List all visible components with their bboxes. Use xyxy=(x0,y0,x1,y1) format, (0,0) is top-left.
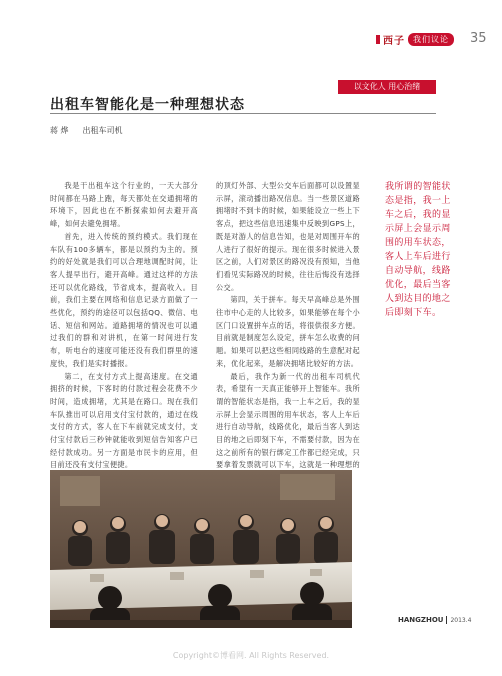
brand-name: 西子 xyxy=(383,35,405,47)
section-pill: 我们议论 xyxy=(408,33,454,46)
magazine-brand xyxy=(376,33,454,45)
author-role: 出租车司机 xyxy=(82,126,123,135)
paragraph: 第二，在支付方式上提高速度。在交通拥挤的时候，下客时的付款过程会花费不少时间，造成拥堵，尤其是在路口。现在我们车队推出可以启用支付宝付款的，通过在线支付的方式，客人在下车前就完成支付，支付宝付款后三秒钟就能收到短信告知客户已经付款成功。另一方面是市民卡的应用，但目前还没有支付宝便捷。 xyxy=(50,371,198,470)
meeting-photo-image xyxy=(50,470,352,628)
article-title: 出租车智能化是一种理想状态 xyxy=(50,97,245,113)
copyright-watermark: Copyright©博看网. All Rights Reserved. xyxy=(172,651,330,660)
author-name: 蒋 烨 xyxy=(50,126,69,135)
paragraph: 我是干出租车这个行业的，一天大部分时间都在马路上跑，每天都处在交通拥堵的环境下，因此也在不断探索如何去避开高峰，如何去避免拥堵。 xyxy=(50,181,198,229)
paragraph-last xyxy=(216,371,360,485)
page-number: 35 xyxy=(470,31,487,46)
byline xyxy=(50,125,123,136)
brand-mark-icon xyxy=(376,35,380,44)
pull-quote: 我所谓的智能状态是指，我一上车之后，我的显示屏上会显示周围的用车状态，客人上车后进行自动导航，线路优化，最后当客人到达目的地之后即刻下车。 xyxy=(385,182,451,318)
title-divider xyxy=(50,113,436,114)
column-tag: 以文化人 用心治绪 xyxy=(338,80,436,94)
paragraph: 第四，关于拼车。每天早高峰总是外围往市中心走的人比较多，如果能够在每个小区门口设置拼车点的话，将很供很多方便。目前就是制度怎么设定，拼车怎么收费的问题。如果可以把这些相同线路的生意配对起来，优化起来，是解决拥堵比较好的方法。 xyxy=(216,295,360,368)
body-column-2 xyxy=(216,180,360,485)
footer-divider xyxy=(446,616,447,624)
paragraph: 首先，进入传统的预约模式。我们现在车队有100多辆车，都是以预约为主的。预约的好处就是我们可以合理地调配时间，让客人提早出行，避开高峰。通过这样的方法还可以优化路线，节省成本，提高收入。目前，我们主要在网络和信息记录方面做了一些优化，预约的途径可以包括QQ、微信、电话、短信和网站。道路拥堵的情况也可以通过我们的群和对讲机，在第一时间进行发布，听电台的速度可能还没有我们群里的速度快，我们是实时播报。 xyxy=(50,231,198,368)
body-column-1 xyxy=(50,180,198,485)
paragraph: 的顶灯外部、大型公交车后面都可以设置显示屏，滚动播出路况信息。当一些景区道路拥堵时不到卡的时候，如果能设立一些上下客点，把这些信息迅速集中反映到GPS上，既是对游人的信息告知，也是对周围开车的人进行了很好的提示。现在很多时候进入景区之前，人们对景区的路况没有预知，当他们看见实际路况的时候，往往后悔没有选择公交。 xyxy=(216,181,360,292)
paragraph-text: 最后，我作为新一代的出租车司机代表，希望有一天真正能够开上智能车。我所谓的智能状态是指，我一上车之后，我的显示屏上会显示周围的用车状态，客人上车后进行自动导航，线路优化，最后当客人到达目的地之后即刻下车，不需要付款，因为在这之前所有的银行绑定工作都已经完成，只要拿着发票就可以下车，这就是一种理想的 xyxy=(216,371,360,470)
meeting-photo xyxy=(50,470,352,628)
magazine-name: HANGZHOU xyxy=(398,616,444,624)
footer-magazine xyxy=(398,616,471,624)
issue-number: 2013.4 xyxy=(450,616,472,624)
